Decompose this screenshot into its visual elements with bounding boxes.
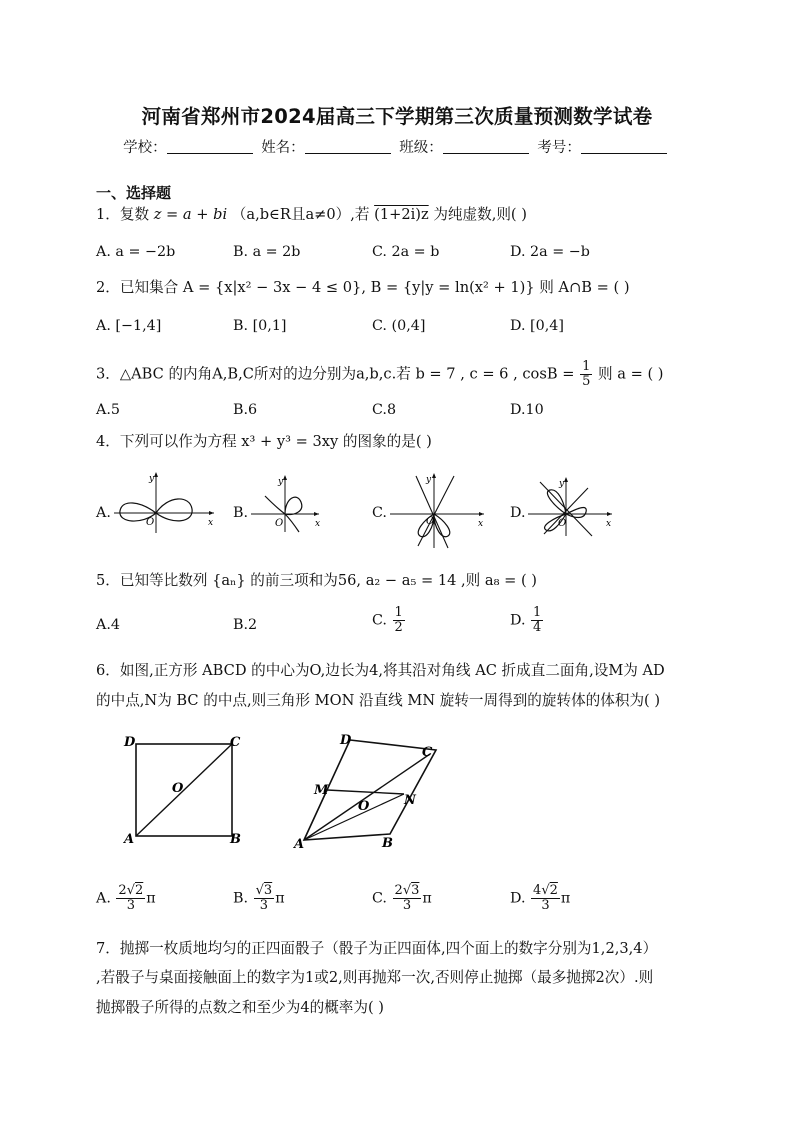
page-title: 河南省郑州市2024届高三下学期第三次质量预测数学试卷 [141,105,653,128]
q3-option-b[interactable]: B.6 [233,402,258,418]
q1-tail: 为纯虚数,则( ) [433,206,527,223]
q5-option-b[interactable]: B.2 [233,617,258,633]
q6-d-letter: D. [510,890,526,907]
q6-c-radicand: 3 [411,883,420,898]
axis-label-y: y [426,475,432,485]
q3-text-post: 则 a = ( ) [598,365,664,383]
origin-label: O [146,517,155,528]
axis-label-x: x [208,518,214,528]
vertex-label-b: B [382,836,393,851]
q5-option-d-fraction [531,606,543,635]
q3-option-c[interactable]: C.8 [372,402,397,418]
question-7-line-1: 7．抛掷一枚质地均匀的正四面骰子（骰子为正四面体,四个面上的数字分别为1,2,3,4） [96,940,658,957]
q3-option-a[interactable]: A.5 [96,402,120,418]
q6-b-pi: π [275,890,285,907]
question-6-line-2: 的中点,N为 BC 的中点,则三角形 MON 沿直线 MN 旋转一周得到的旋转体的体积为( ) [96,692,661,709]
q4-graph-d[interactable] [526,474,618,538]
question-3 [96,360,663,389]
question-6-line-1: 6．如图,正方形 ABCD 的中心为O,边长为4,将其沿对角线 AC 折成直二面角,设M为 AD [96,662,665,679]
q4-option-d-label[interactable]: D. [510,505,526,521]
q6-d-fraction: $\frac{4√2}{3}$ [533,883,558,913]
q2-option-d[interactable]: D. [0,4] [510,318,564,334]
axis-label-y: y [278,477,284,487]
q6-d-den: 3 [541,898,550,913]
q4-option-c-label[interactable]: C. [372,505,387,521]
id-blank[interactable] [581,139,667,154]
q5-d-denominator: 4 [533,620,542,635]
q6-c-pi: π [422,890,432,907]
q1-option-d[interactable]: D. 2a = −b [510,244,590,260]
q1-option-c[interactable]: C. 2a = b [372,244,440,260]
q4-graph-a[interactable] [112,467,220,535]
q6-d-pi: π [560,890,571,907]
q1-expression: (1+2i)z [374,206,429,223]
id-label: 考号： [537,140,581,156]
q6-a-letter: A. [96,890,111,907]
q6-c-den: 3 [402,898,412,913]
question-7-line-2: ,若骰子与桌面接触面上的数字为1或2,则再抛郑一次,否则停止抛掷（最多抛掷2次）.则 [96,969,654,986]
vertex-label-b: B [230,832,241,847]
q6-a-radicand: 2 [135,883,144,898]
q6-a-coef: 2 [118,883,127,898]
q5-c-denominator: 2 [394,620,403,635]
q6-d-coef: 4 [533,883,542,898]
question-1 [96,205,527,225]
q4-option-a-label[interactable]: A. [96,505,111,521]
q6-b-letter: B. [233,890,249,907]
vertex-label-d: D [124,735,136,750]
origin-label: O [426,516,435,527]
axis-label-x: x [478,519,484,529]
point-label-m: M [314,783,329,798]
q4-graph-b[interactable] [247,472,327,536]
q1-number: 1．复数 [96,206,150,223]
q5-option-c[interactable] [372,606,406,635]
q5-option-a[interactable]: A.4 [96,617,120,633]
section-heading: 一、选择题 [96,184,172,202]
q1-condition: （a,b∈R且a≠0）,若 [231,206,370,223]
q5-option-d-letter: D. [510,612,526,629]
question-4: 4．下列可以作为方程 x³ + y³ = 3xy 的图象的是( ) [96,433,432,450]
q4-graph-c[interactable] [388,470,488,550]
q5-d-numerator: 1 [533,605,542,620]
student-info-line [0,136,794,157]
vertex-label-c: C [230,735,241,750]
origin-label: O [558,518,567,529]
q6-b-den: 3 [259,898,269,913]
q5-option-c-fraction [393,606,405,635]
q6-folded-figure [290,728,450,854]
q3-frac-numerator: 1 [582,359,591,374]
q1-formula: z = a + bi [153,206,228,223]
school-label: 学校： [123,140,167,156]
point-label-n: N [404,793,416,808]
q6-option-c[interactable] [372,884,432,913]
origin-label: O [275,518,284,529]
q6-b-radicand: 3 [263,883,273,898]
q1-option-b[interactable]: B. a = 2b [233,244,301,260]
vertex-label-a: A [124,832,135,847]
center-label-o: O [172,781,184,796]
q3-text-pre: 3．△ABC 的内角A,B,C所对的边分别为a,b,c.若 b = 7 , c = 6 , cosB = [96,365,575,383]
q5-c-numerator: 1 [394,605,403,620]
class-label: 班级： [399,140,443,156]
school-blank[interactable] [167,139,253,154]
question-2: 2．已知集合 A = {x|x² − 3x − 4 ≤ 0}, B = {y|y = ln(x² + 1)} 则 A∩B = ( ) [96,279,630,296]
q6-d-radicand: 2 [549,883,558,898]
q3-frac-denominator: 5 [582,374,591,389]
q2-option-a[interactable]: A. [−1,4] [96,318,162,334]
axis-label-y: y [559,479,565,489]
q6-square-figure [118,730,258,850]
q2-option-b[interactable]: B. [0,1] [233,318,287,334]
q6-c-fraction: $\frac{2√3}{3}$ [394,883,420,913]
axis-label-x: x [315,519,321,529]
q6-c-coef: 2 [394,883,403,898]
q2-option-c[interactable]: C. (0,4] [372,318,426,334]
axis-label-x: x [606,519,612,529]
q6-option-d[interactable] [510,884,570,913]
name-blank[interactable] [305,139,391,154]
name-label: 姓名： [261,140,305,156]
axis-label-y: y [149,474,155,484]
q3-fraction [580,360,592,389]
question-5: 5．已知等比数列 {aₙ} 的前三项和为56, a₂ − a₅ = 14 ,则 a₈ = ( ) [96,572,537,589]
q6-c-letter: C. [372,890,387,907]
center-label-o: O [358,799,370,814]
question-7-line-3: 抛掷骰子所得的点数之和至少为4的概率为( ) [96,999,385,1016]
q6-option-a[interactable] [96,884,156,913]
vertex-label-c: C [422,745,433,760]
q5-option-c-letter: C. [372,612,387,629]
q6-a-fraction: $\frac{2√2}{3}$ [118,883,144,913]
q6-option-b[interactable] [233,884,285,913]
q5-option-d[interactable] [510,606,544,635]
vertex-label-d: D [340,733,352,748]
class-blank[interactable] [443,139,529,154]
q4-option-b-label[interactable]: B. [233,505,249,521]
q1-option-a[interactable]: A. a = −2b [96,244,176,260]
vertex-label-a: A [294,837,305,852]
q3-option-d[interactable]: D.10 [510,402,544,418]
q6-b-fraction: $\frac{√3}{3}$ [255,883,273,913]
q6-a-den: 3 [126,898,135,913]
q6-a-pi: π [146,890,156,907]
